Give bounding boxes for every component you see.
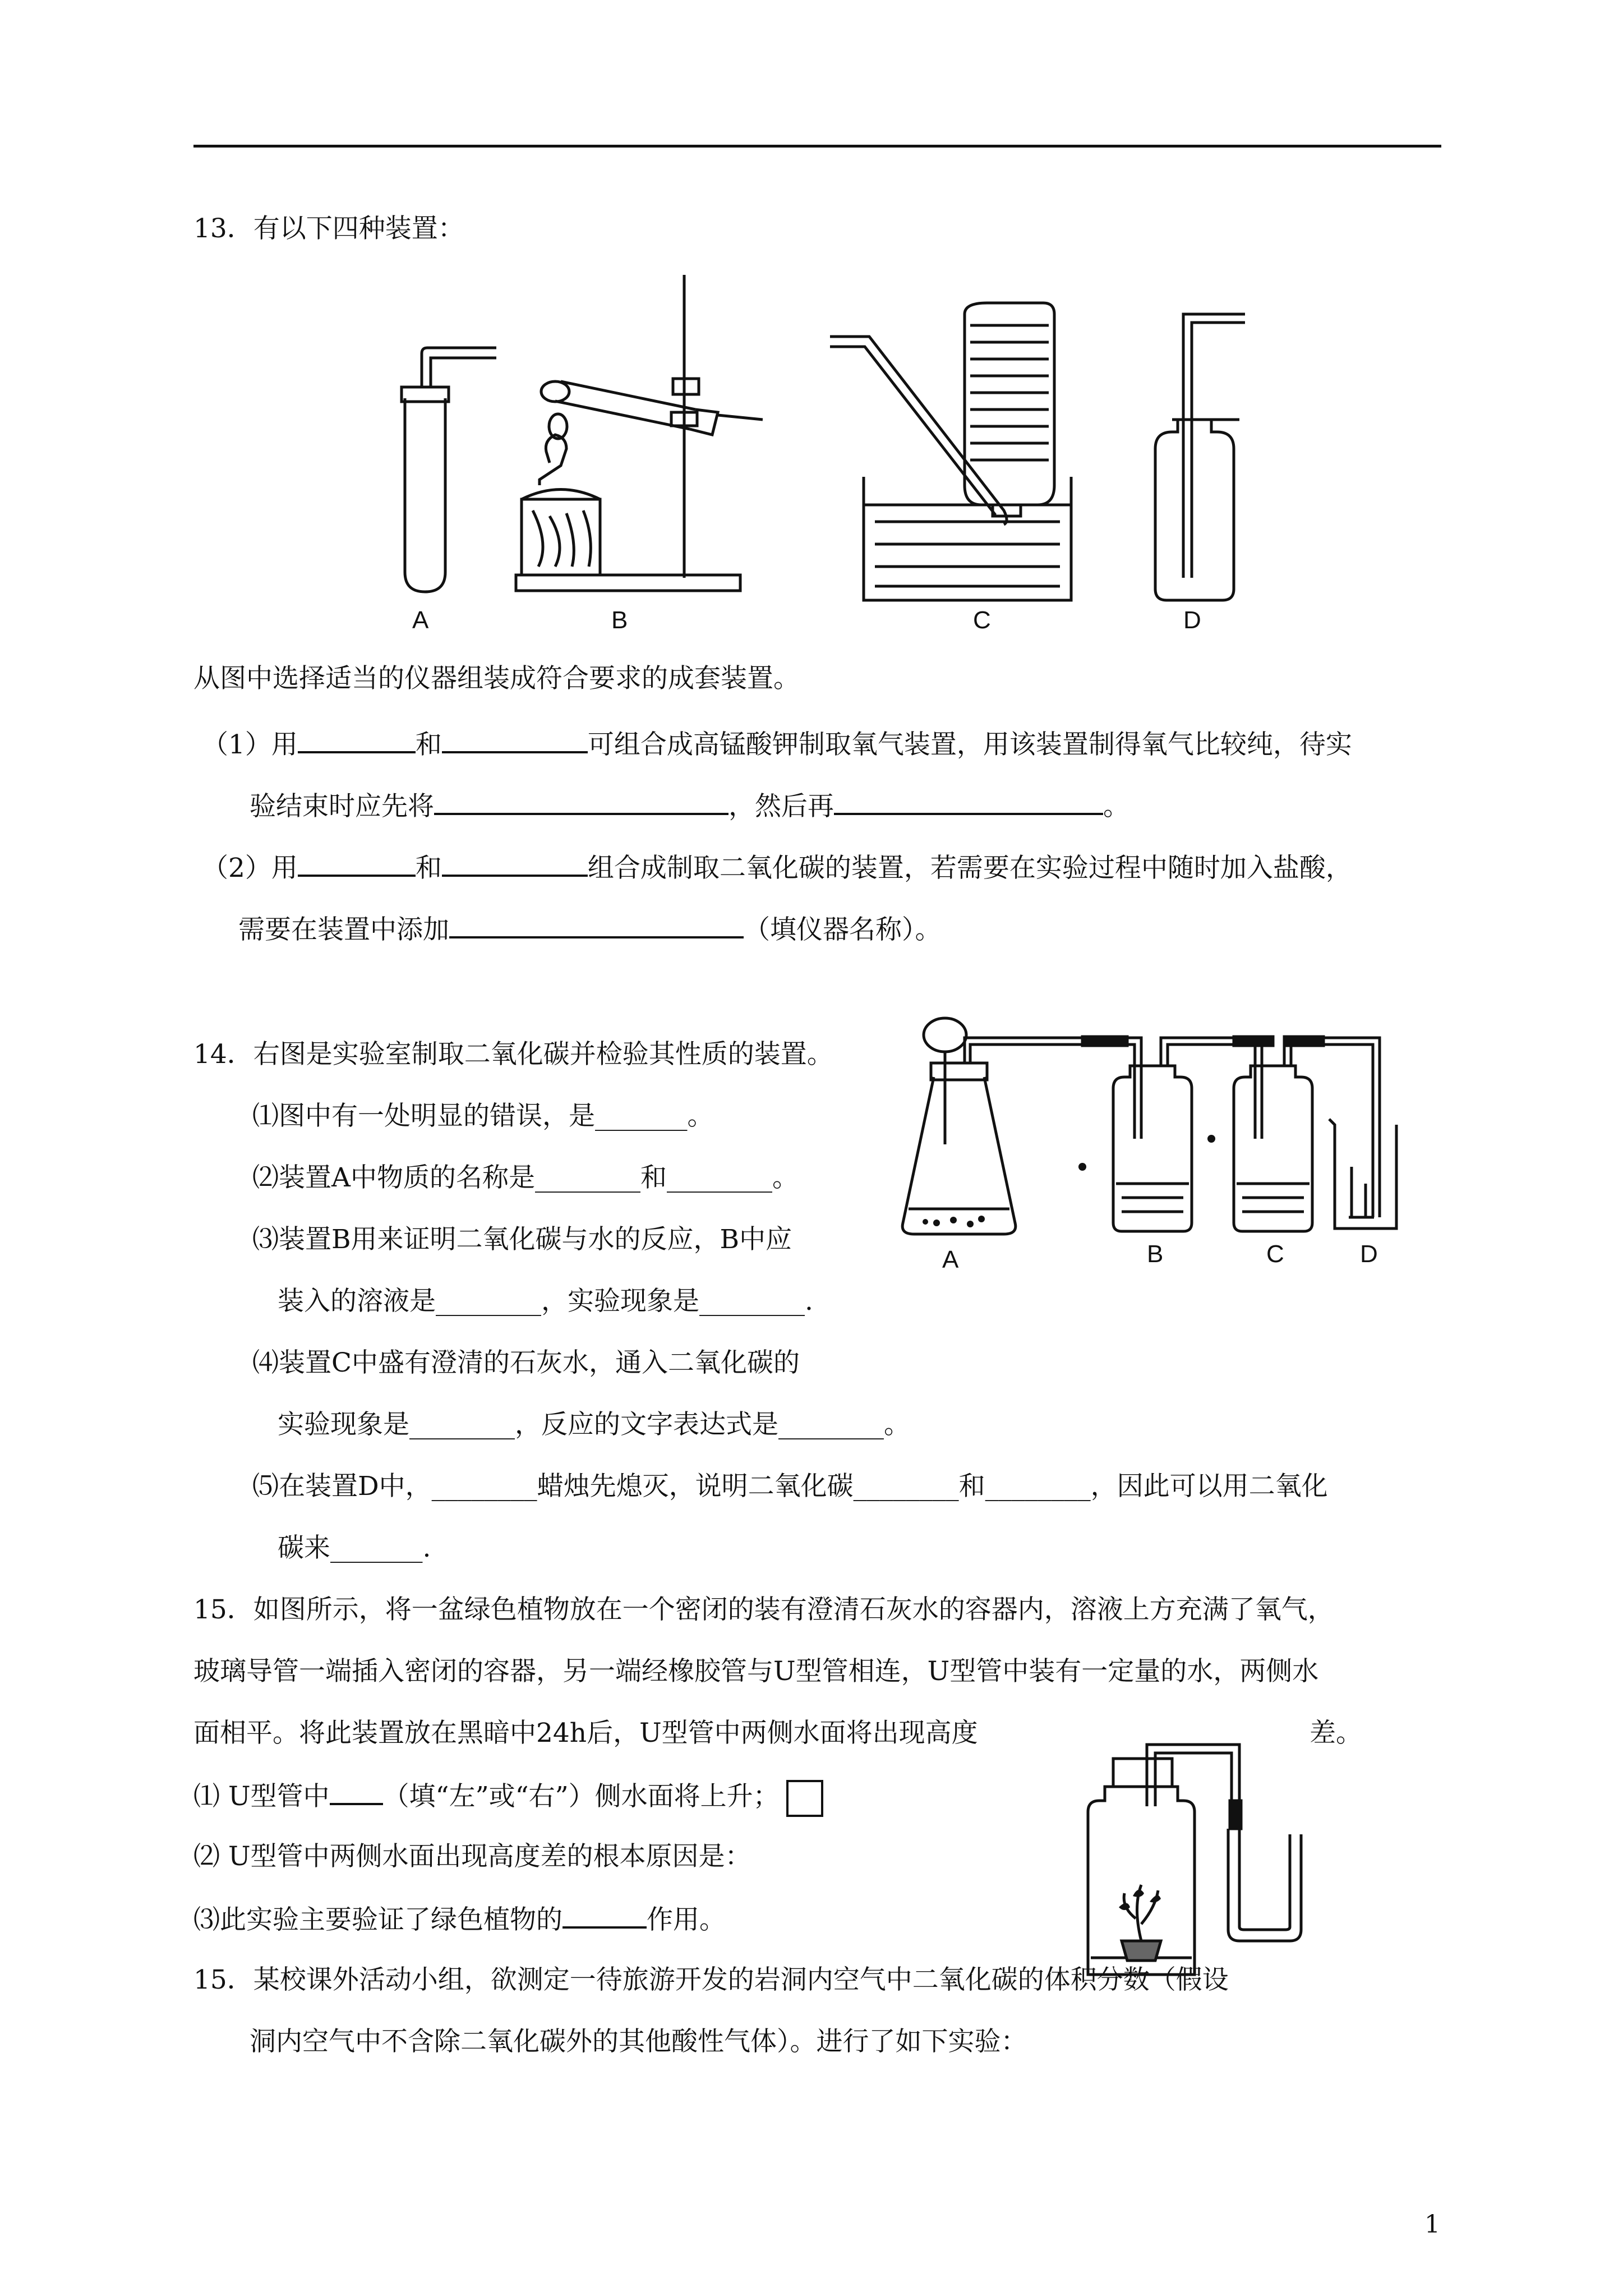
q15b-line2: 洞内空气中不含除二氧化碳外的其他酸性气体）。进行了如下实验： (250, 2026, 1027, 2057)
q13-part2-line1: （2）用 和 组合成制取二氧化碳的装置，若需要在实验过程中随时加入盐酸， (202, 850, 1352, 885)
q14-title: 14．右图是实验室制取二氧化碳并检验其性质的装置。 (193, 1039, 833, 1070)
q15a-line2: 玻璃导管一端插入密闭的容器，另一端经橡胶管与U型管相连，U型管中装有一定量的水，两侧水 (193, 1656, 1319, 1687)
q14-label-c: C (1266, 1240, 1284, 1268)
q14-line7: ⑸在装置D中，________蜡烛先熄灭，说明二氧化碳________和________，因此可以用二氧化 (252, 1471, 1328, 1502)
bottle-c (1228, 1038, 1380, 1231)
q15a-sub3: ⑶此实验主要验证了绿色植物的 作用。 (193, 1902, 726, 1937)
apparatus-d-gas-bottle (1155, 314, 1245, 600)
q13-label-d: D (1183, 606, 1201, 634)
q14-line1: ⑴图中有一处明显的错误，是_______。 (252, 1101, 714, 1131)
flask-a (902, 1018, 1054, 1234)
q15a-line3: 面相平。将此装置放在黑暗中24h后，U型管中两侧水面将出现高度 (193, 1718, 978, 1749)
bottle-b (1054, 1038, 1228, 1231)
q15a-line1: 15．如图所示，将一盆绿色植物放在一个密闭的装有澄清石灰水的容器内，溶液上方充满了氧气， (193, 1594, 1334, 1625)
q14-co2-apparatus-figure (892, 1004, 1430, 1285)
q14-line2: ⑵装置A中物质的名称是________和________。 (252, 1162, 799, 1193)
q13-part1-line2: 验结束时应先将 ，然后再 。 (250, 788, 1129, 823)
q13-label-c: C (973, 606, 991, 634)
q14-label-d: D (1360, 1240, 1378, 1268)
q15b-line1: 15．某校课外活动小组，欲测定一待旅游开发的岩洞内空气中二氧化碳的体积分数（假设 (193, 1964, 1229, 1995)
q14-label-b: B (1147, 1240, 1164, 1268)
q15a-sub2: ⑵ U型管中两侧水面出现高度差的根本原因是： (193, 1841, 751, 1872)
q15a-line3-end: 差。 (1310, 1718, 1362, 1749)
q14-label-a: A (942, 1246, 959, 1273)
beaker-d (1329, 1119, 1396, 1228)
q14-line5: ⑷装置C中盛有澄清的石灰水，通入二氧化碳的 (252, 1347, 800, 1378)
q14-line8: 碳来_______. (278, 1533, 431, 1563)
q14-line3: ⑶装置B用来证明二氧化碳与水的反应，B中应 (252, 1224, 792, 1255)
apparatus-b-heating-setup (516, 275, 763, 591)
q13-part2-line2: 需要在装置中添加 （填仪器名称）。 (238, 912, 942, 947)
q14-line6: 实验现象是________，反应的文字表达式是________。 (278, 1409, 910, 1440)
q13-title: 13．有以下四种装置： (193, 213, 464, 244)
q13-part1-line1: （1）用 和 可组合成高锰酸钾制取氧气装置，用该装置制得氧气比较纯，待实 (202, 726, 1352, 762)
q14-line4: 装入的溶液是________，实验现象是________. (278, 1286, 813, 1317)
q13-intro: 从图中选择适当的仪器组装成符合要求的成套装置。 (193, 663, 800, 694)
q13-label-a: A (412, 606, 429, 634)
q15-plant-jar-figure (1066, 1739, 1402, 1991)
q13-apparatus-figure (381, 264, 1245, 634)
page-number: 1 (1424, 2210, 1440, 2239)
apparatus-c-water-collection (830, 303, 1071, 600)
q15a-sub1: ⑴ U型管中 （填“左”或“右”）侧水面将上升； (193, 1778, 823, 1817)
header-rule (193, 145, 1441, 148)
answer-box (786, 1780, 823, 1817)
q13-label-b: B (611, 606, 628, 634)
apparatus-a-test-tube (402, 348, 496, 592)
